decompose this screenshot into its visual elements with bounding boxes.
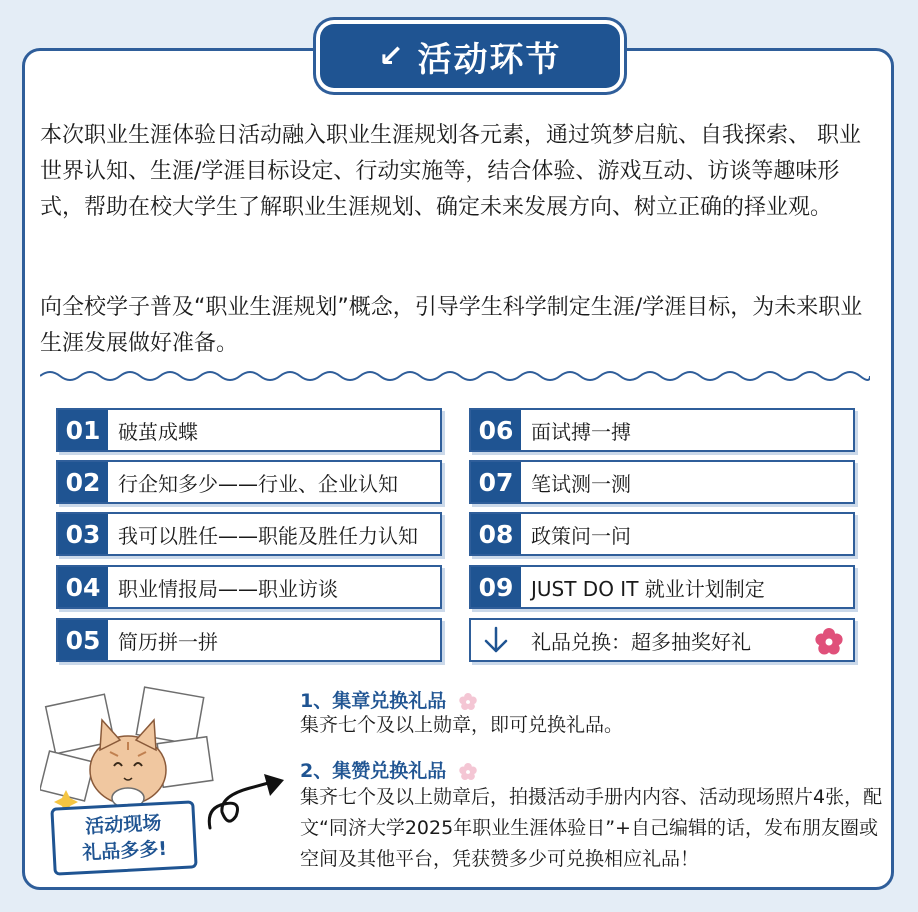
- session-label: 破茧成蝶: [118, 419, 198, 444]
- small-flower-icon: [459, 693, 477, 711]
- small-flower-icon: [459, 763, 477, 781]
- section-title-tab: [320, 24, 620, 88]
- reward-1-title-row: [300, 686, 477, 713]
- session-label: 职业情报局——职业访谈: [118, 576, 338, 601]
- sticker-line-1: 活动现场: [84, 812, 162, 838]
- down-arrow-icon: [471, 620, 521, 660]
- session-item-06: [469, 408, 855, 452]
- session-label: 政策问一问: [531, 523, 631, 548]
- reward-2-title-row: [300, 756, 477, 783]
- session-label: 我可以胜任——职能及胜任力认知: [118, 523, 418, 548]
- session-item-08: [469, 512, 855, 556]
- session-number: 09: [471, 567, 521, 607]
- reward-2-title: 2、集赞兑换礼品: [300, 760, 447, 782]
- session-number: 01: [58, 410, 108, 450]
- reward-1-text: 集齐七个及以上勋章，即可兑换礼品。: [300, 714, 624, 736]
- session-label: 简历拼一拼: [118, 629, 218, 654]
- session-number: 08: [471, 514, 521, 554]
- curly-arrow-icon: [202, 768, 298, 838]
- session-label: JUST DO IT 就业计划制定: [531, 576, 765, 601]
- intro-paragraph-1: 本次职业生涯体验日活动融入职业生涯规划各元素，通过筑梦启航、自我探索、 职业世界认知、生涯/学涯目标设定、行动实施等，结合体验、游戏互动、访谈等趣味形式，帮助在校大学生了解职业生涯规划、确定未来发展方向、树立正确的择业观。: [40, 123, 861, 220]
- cat-illustration: [40, 680, 220, 820]
- session-number: 03: [58, 514, 108, 554]
- reward-2-text: 集齐七个及以上勋章后，拍摄活动手册内内容、活动现场照片4张，配文“同济大学2025年职业生涯体验日”+自己编辑的话，发布朋友圈或空间及其他平台，凭获赞多少可兑换相应礼品！: [300, 786, 883, 870]
- session-number: 05: [58, 620, 108, 660]
- session-item-04: [56, 565, 442, 609]
- sticker-line-2: 礼品多多!: [81, 837, 168, 865]
- session-item-07: [469, 460, 855, 504]
- gift-exchange-label: 礼品兑换：超多抽奖好礼: [531, 629, 751, 654]
- session-number: 07: [471, 462, 521, 502]
- gift-sticker: [50, 800, 197, 875]
- session-item-05: [56, 618, 442, 662]
- session-item-02: [56, 460, 442, 504]
- flower-icon: [815, 628, 843, 656]
- session-item-03: [56, 512, 442, 556]
- section-title: 活动环节: [417, 39, 562, 80]
- session-label: 笔试测一测: [531, 471, 631, 496]
- session-number: 06: [471, 410, 521, 450]
- session-number: 04: [58, 567, 108, 607]
- session-label: 面试搏一搏: [531, 419, 631, 444]
- session-item-01: [56, 408, 442, 452]
- wave-divider: [40, 366, 870, 386]
- reward-1-title: 1、集章兑换礼品: [300, 690, 447, 712]
- arrow-down-left-icon: ↙: [378, 38, 404, 74]
- session-label: 行企知多少——行业、企业认知: [118, 471, 398, 496]
- session-number: 02: [58, 462, 108, 502]
- intro-paragraph-2: 向全校学子普及“职业生涯规划”概念，引导学生科学制定生涯/学涯目标，为未来职业生涯发展做好准备。: [40, 295, 863, 356]
- gift-exchange-item: [469, 618, 855, 662]
- session-item-09: [469, 565, 855, 609]
